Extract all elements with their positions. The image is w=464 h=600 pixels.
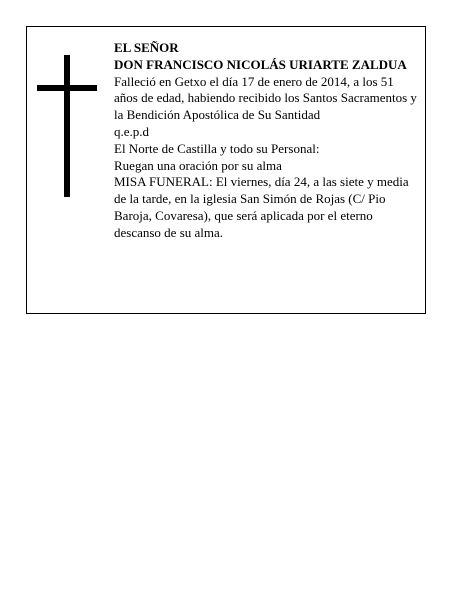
notice-text [114, 40, 420, 242]
cross-vertical-bar [64, 55, 70, 197]
notice-title-line1: EL SEÑOR [114, 40, 179, 55]
obituary-notice [26, 26, 426, 314]
cross-icon [37, 55, 97, 197]
death-details: Falleció en Getxo el día 17 de enero de 2014, a los 51 años de edad, habiendo recibido los Santos Sacramentos y la Bendición Apostólica de Su Santidad [114, 73, 417, 123]
prayer-request: Ruegan una oración por su alma [114, 157, 282, 173]
funeral-mass-details: MISA FUNERAL: El viernes, día 24, a las siete y media de la tarde, en la iglesia San Simón de Rojas (C/ Pio Baroja, Covaresa), que será aplicada por el eterno descanso de su alma. [114, 174, 409, 240]
company-message: El Norte de Castilla y todo su Personal: [114, 140, 320, 156]
qepd-text: q.e.p.d [114, 123, 150, 139]
deceased-name: DON FRANCISCO NICOLÁS URIARTE ZALDUA [114, 56, 407, 72]
cross-horizontal-bar [37, 85, 97, 91]
